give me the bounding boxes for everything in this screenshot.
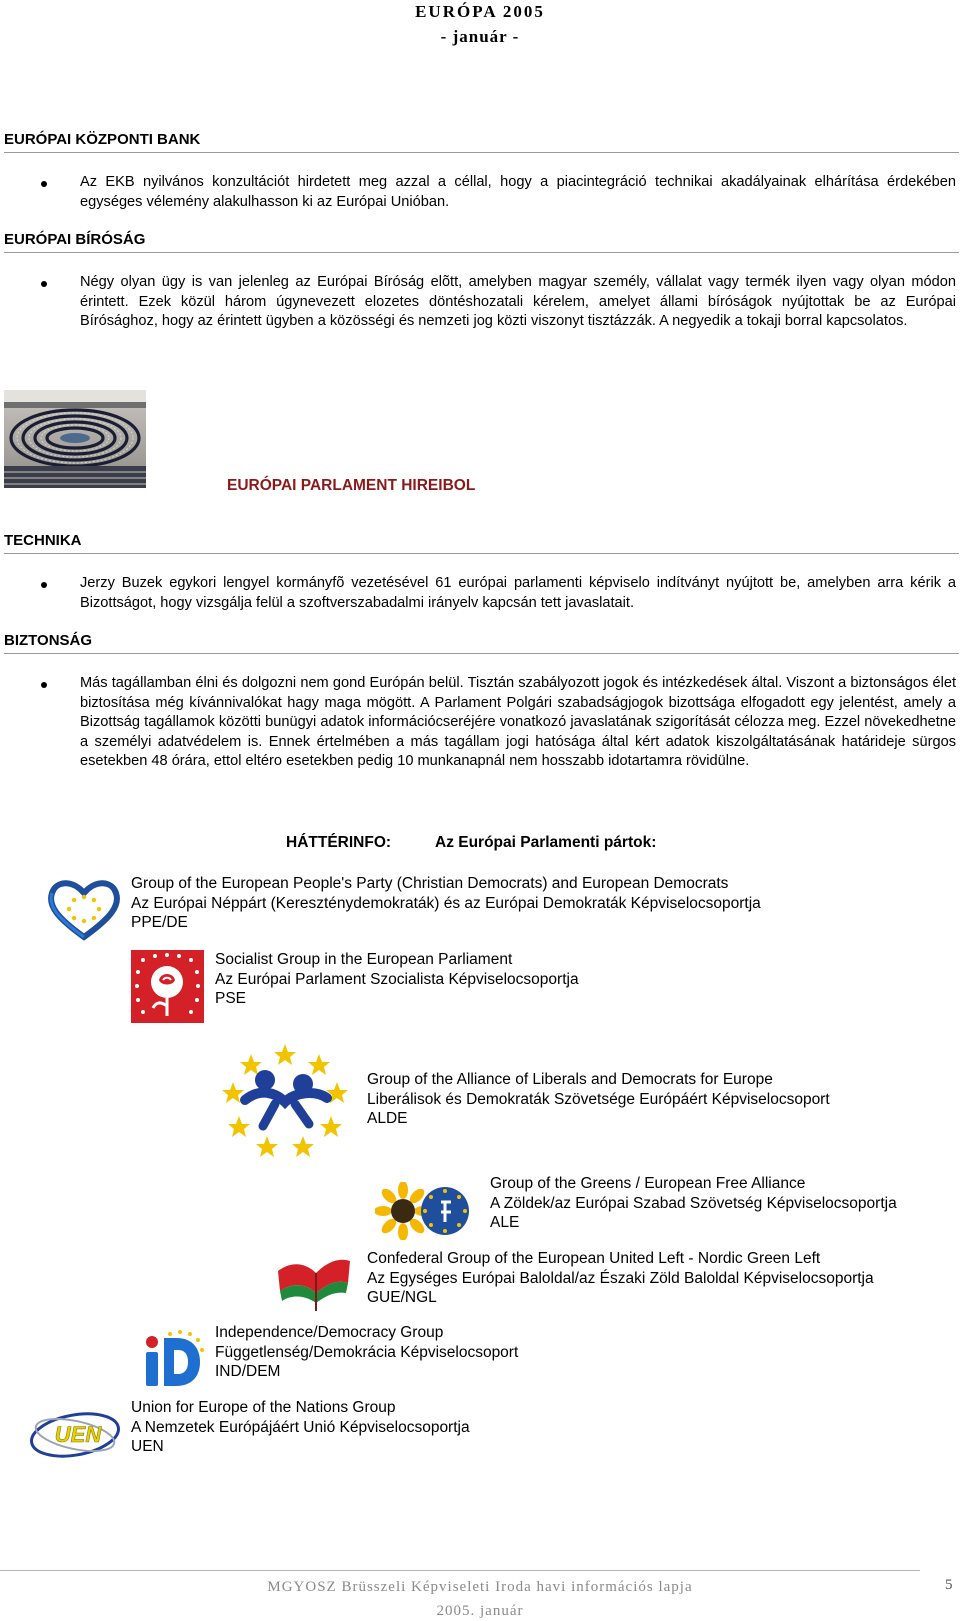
- party-pse: [215, 950, 579, 1009]
- party-name-en: Socialist Group in the European Parliament: [215, 951, 513, 968]
- party-alde: [367, 1070, 830, 1129]
- epp-heart-logo: [46, 877, 122, 941]
- party-name-en: Union for Europe of the Nations Group: [131, 1399, 396, 1416]
- party-abbr: PPE/DE: [131, 914, 188, 931]
- party-abbr: PSE: [215, 990, 247, 1007]
- parliament-news-heading: EURÓPAI PARLAMENT HIREIBOL: [227, 477, 476, 494]
- party-name-hu: Az Egységes Európai Baloldal/az Északi Zöld Baloldal Képviselocsoportja: [367, 1269, 874, 1287]
- alde-stars-logo: [215, 1040, 355, 1160]
- background-info-label: HÁTTÉRINFO:: [286, 834, 392, 851]
- pse-rose-logo: [131, 950, 204, 1023]
- header-title: EURÓPA 2005: [415, 2, 545, 21]
- uen-logo: [28, 1404, 122, 1466]
- party-abbr: UEN: [131, 1438, 164, 1455]
- section-heading-technika: TECHNIKA: [4, 532, 959, 554]
- ind-dem-id-logo: [142, 1328, 206, 1390]
- section-heading-biztonsag: BIZTONSÁG: [4, 632, 959, 654]
- bullet-dot: [41, 582, 47, 588]
- party-name-en: Confederal Group of the European United Left - Nordic Green Left: [367, 1250, 821, 1267]
- uen-logo-text: UEN: [54, 1422, 102, 1447]
- party-greens: [490, 1174, 897, 1233]
- party-gue-ngl: [367, 1249, 874, 1308]
- bullet-dot: [41, 682, 47, 688]
- footer-publication: MGYOSZ Brüsszeli Képviseleti Iroda havi információs lapja: [267, 1579, 693, 1595]
- party-uen: [131, 1398, 470, 1457]
- party-name-hu: Függetlenség/Demokrácia Képviselocsoport: [215, 1343, 519, 1361]
- party-name-en: Group of the Greens / European Free Alliance: [490, 1175, 806, 1192]
- background-info-title: Az Európai Parlamenti pártok:: [435, 834, 657, 851]
- footer-divider: [0, 1570, 920, 1571]
- party-name-hu: A Zöldek/az Európai Szabad Szövetség Képviselocsoportja: [490, 1194, 897, 1212]
- party-name-en: Group of the European People's Party (Christian Democrats) and European Democrats: [131, 875, 729, 892]
- section-heading-ecb: EURÓPAI KÖZPONTI BANK: [4, 131, 959, 153]
- paragraph-technika: Jerzy Buzek egykori lengyel kormányfõ vezetésével 61 európai parlamenti képviselo indítványt nyújtott be, amelyben arra kérik a Bizottságot, hogy vizsgálja felül a szoftverszabadalmi irányelv kapcsán tett javaslatait.: [80, 575, 956, 611]
- bullet-dot: [41, 281, 47, 287]
- paragraph-court: Négy olyan ügy is van jelenleg az Európai Bíróság elõtt, amelyben magyar személy, vállalat vagy termék ilyen vagy olyan módon érintett. Ezek közül három úgynevezett elozetes döntéshozatali kérelem, amelyet állami bíróságok nyújtottak be az Európai Bírósághoz, hogy az érintett ügyben a közösségi és nemzeti jog közti viszonyt tisztázzák. A negyedik a tokaji borral kapcsolatos.: [80, 274, 956, 329]
- page-number: 5: [945, 1577, 953, 1593]
- greens-sunflower-logo: [375, 1182, 473, 1240]
- party-abbr: ALE: [490, 1214, 520, 1231]
- header-subtitle: - január -: [440, 27, 520, 46]
- party-name-hu: Az Európai Parlament Szocialista Képviselocsoportja: [215, 970, 579, 988]
- party-ind-dem: [215, 1323, 518, 1382]
- paragraph-biztonsag: Más tagállamban élni és dolgozni nem gond Európán belül. Tisztán szabályozott jogok és intézkedések által. Viszont a biztonságos élet biztosítása még kívánnivalókat hagy maga mögött. A Parlament Polgári szabadságjogok bizottsága elfogadott egy jelentést, amely a Bizottság tagállamok közötti bunügyi adatok információcseréjére vonatkozó javaslatának szigorítását célozza meg. Ezzel növekedhetne a személyi adatvédelem is. Ennek értelmében a más tagállam jogi hatósága által kért adatok kiszolgáltatásának határideje sürgos esetekben 48 órára, ettol eltéro esetekben pedig 10 munkanapnál nem hosszabb idotartamra rövidülne.: [80, 675, 956, 769]
- party-name-hu: Az Európai Néppárt (Kereszténydemokraták) és az Európai Demokraták Képviselocsoportja: [131, 894, 761, 912]
- party-name-hu: A Nemzetek Európájáért Unió Képviselocsoportja: [131, 1418, 470, 1436]
- footer-date: 2005. január: [436, 1603, 524, 1619]
- paragraph-ecb: Az EKB nyilvános konzultációt hirdetett meg azzal a céllal, hogy a piacintegráció technikai akadályainak elhárítása érdekében egységes vélemény alakulhasson ki az Európai Unióban.: [80, 174, 956, 210]
- party-name-en: Independence/Democracy Group: [215, 1324, 444, 1341]
- parliament-hemicycle-photo: [4, 390, 146, 488]
- section-heading-court: EURÓPAI BÍRÓSÁG: [4, 231, 959, 253]
- party-name-en: Group of the Alliance of Liberals and Democrats for Europe: [367, 1071, 773, 1088]
- gue-ngl-flag-logo: [272, 1253, 354, 1315]
- bullet-dot: [41, 181, 47, 187]
- party-epp: [131, 874, 761, 933]
- party-abbr: IND/DEM: [215, 1363, 281, 1380]
- party-name-hu: Liberálisok és Demokraták Szövetsége Európáért Képviselocsoport: [367, 1090, 830, 1108]
- party-abbr: GUE/NGL: [367, 1289, 437, 1306]
- party-abbr: ALDE: [367, 1110, 408, 1127]
